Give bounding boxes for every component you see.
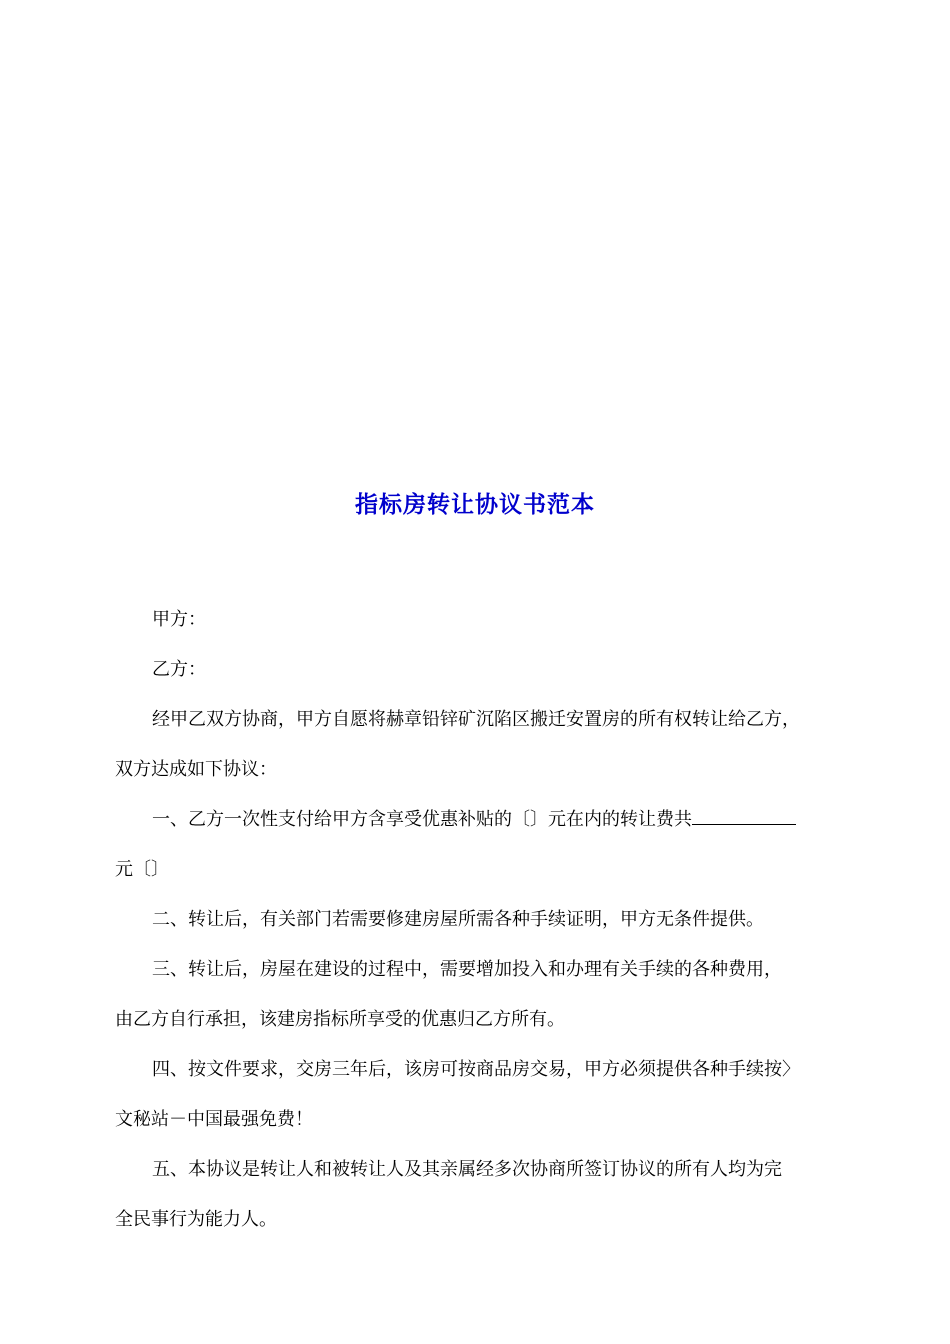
fee-blank xyxy=(692,808,796,825)
clause-2-line-1: 二、转让后，有关部门若需要修建房屋所需各种手续证明，甲方无条件提供。 xyxy=(152,909,764,930)
clause-3-line-1: 三、转让后，房屋在建设的过程中，需要增加投入和办理有关手续的各种费用， xyxy=(152,959,782,980)
clause-3-line-2: 由乙方自行承担，该建房指标所享受的优惠归乙方所有。 xyxy=(115,1009,565,1030)
clause-1-line-2: 元〔〕 xyxy=(115,859,169,880)
intro-line-2: 双方达成如下协议： xyxy=(115,759,277,780)
party-a-label: 甲方： xyxy=(152,609,206,630)
clause-5-line-2: 全民事行为能力人。 xyxy=(115,1209,277,1230)
clause-1-line-1 xyxy=(152,808,796,832)
clause-4-line-2: 文秘站－中国最强免费！ xyxy=(115,1109,313,1130)
party-b-label: 乙方： xyxy=(152,659,206,680)
document-title: 指标房转让协议书范本 xyxy=(355,492,595,518)
clause-5-line-1: 五、本协议是转让人和被转让人及其亲属经多次协商所签订协议的所有人均为完 xyxy=(152,1159,782,1180)
clause-1-text: 一、乙方一次性支付给甲方含享受优惠补贴的〔〕元在内的转让费共 xyxy=(152,809,692,830)
intro-line-1: 经甲乙双方协商，甲方自愿将赫章铅锌矿沉陷区搬迁安置房的所有权转让给乙方， xyxy=(152,709,800,730)
clause-4-line-1: 四、按文件要求，交房三年后，该房可按商品房交易，甲方必须提供各种手续按〉 xyxy=(152,1059,800,1080)
